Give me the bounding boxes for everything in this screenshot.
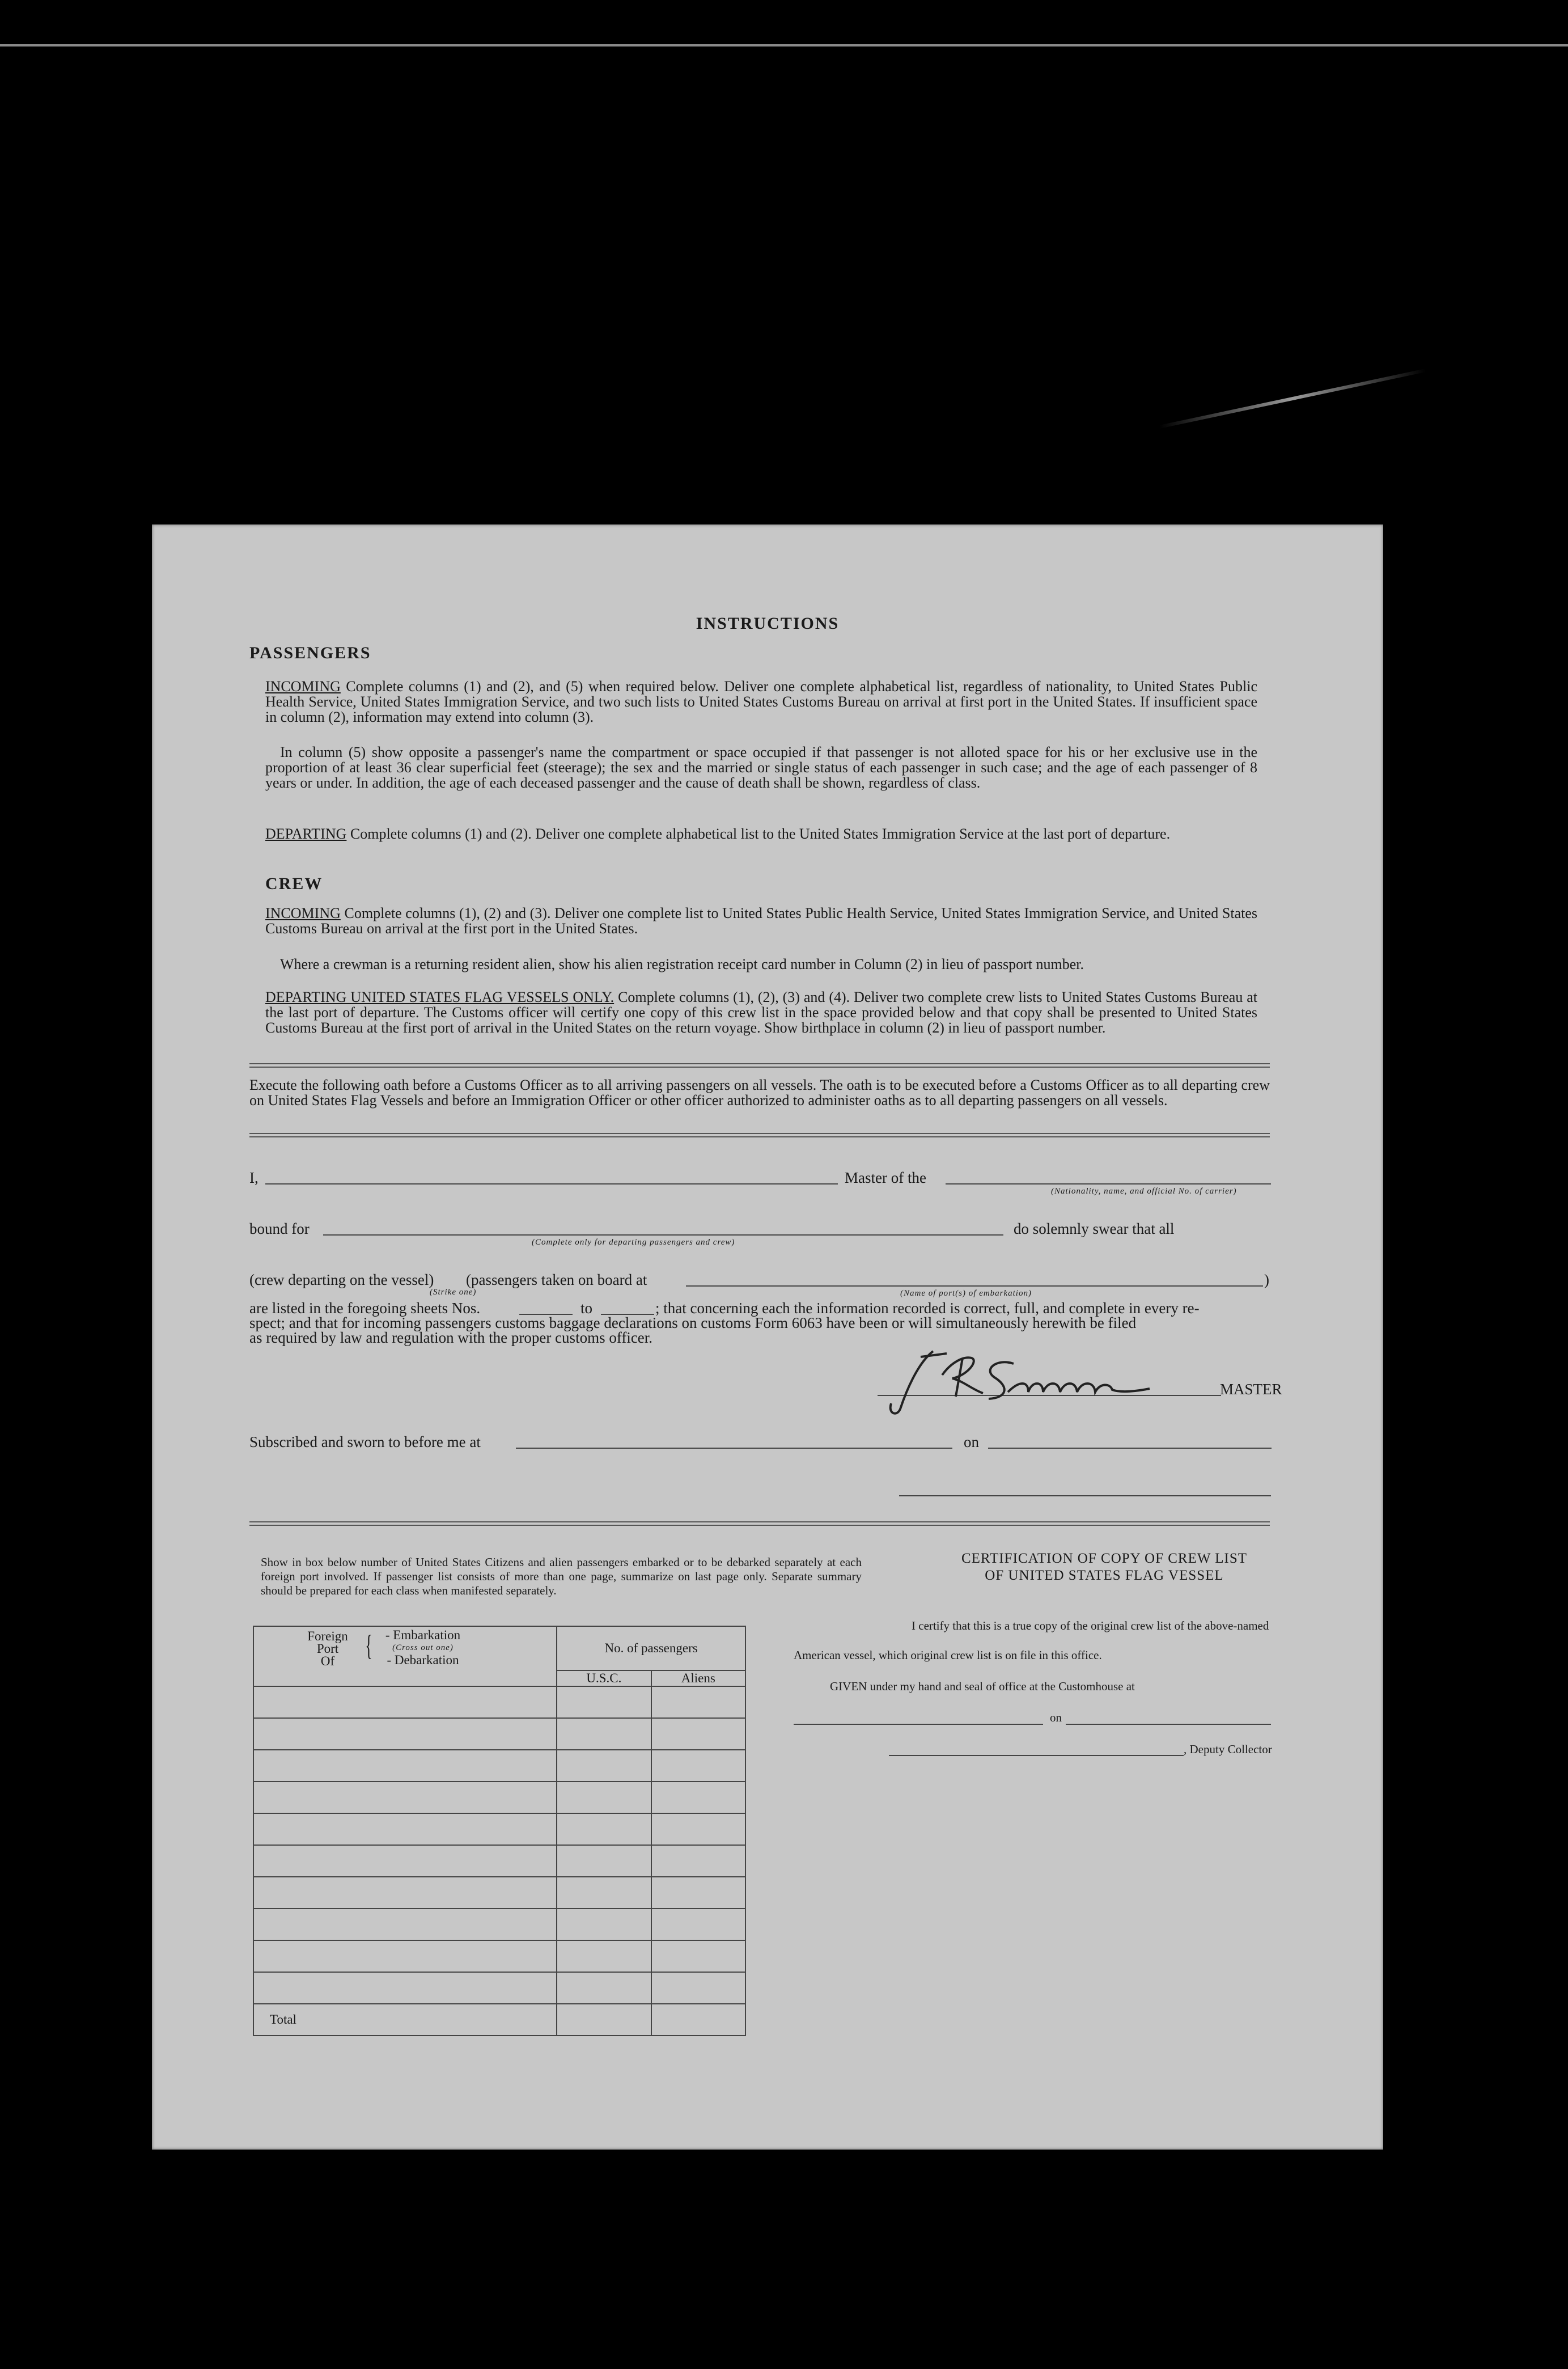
film-scratch — [1159, 369, 1426, 429]
usc-cell[interactable] — [557, 1750, 651, 1782]
usc-cell[interactable] — [557, 1877, 651, 1909]
passengers-taken-option: (passengers taken on board at — [466, 1271, 647, 1288]
cert-date-line[interactable] — [1066, 1724, 1271, 1725]
crew-departing-label: DEPARTING UNITED STATES FLAG VESSELS ONLY. — [265, 989, 615, 1005]
summary-row — [253, 1718, 745, 1750]
customhouse-place-line[interactable] — [794, 1724, 1043, 1725]
deputy-collector-signature-line[interactable] — [889, 1755, 1184, 1756]
aliens-cell[interactable] — [651, 1686, 745, 1718]
passengers-departing-paragraph — [265, 826, 1257, 841]
usc-header: U.S.C. — [557, 1670, 651, 1686]
passengers-incoming-text: Complete columns (1) and (2), and (5) when required below. Deliver one complete alphabetical list, regardless of nationality, to United States Public Health Service, United States Immigration Service, and two such lists to United States Customs Bureau on arrival at first port in the United States. If insufficient space in column (2), information may extend into column (3). — [265, 678, 1258, 725]
usc-cell[interactable] — [557, 1845, 651, 1877]
strike-caption: (Strike one) — [430, 1288, 477, 1297]
foreign-label: Foreign — [307, 1629, 348, 1643]
port-cell[interactable] — [253, 1877, 557, 1909]
certification-title-1: CERTIFICATION OF COPY OF CREW LIST — [961, 1551, 1248, 1566]
aliens-header: Aliens — [651, 1670, 745, 1686]
port-cell[interactable] — [253, 1845, 557, 1877]
aliens-cell[interactable] — [651, 1813, 745, 1845]
debarkation-option[interactable]: - Debarkation — [387, 1653, 459, 1667]
aliens-cell[interactable] — [651, 1782, 745, 1813]
divider — [249, 1063, 1270, 1068]
summary-row — [253, 1845, 745, 1877]
cert-on-label: on — [1050, 1711, 1062, 1724]
embarkation-option[interactable]: - Embarkation — [385, 1628, 461, 1642]
carrier-line[interactable] — [946, 1183, 1271, 1184]
aliens-cell[interactable] — [651, 1845, 745, 1877]
aliens-cell[interactable] — [651, 1940, 745, 1972]
summary-row — [253, 1782, 745, 1813]
given-line: GIVEN under my hand and seal of office at the Customhouse at — [830, 1680, 1135, 1693]
of-label: Of — [320, 1654, 335, 1668]
officer-signature-line[interactable] — [899, 1495, 1271, 1496]
aliens-total-cell[interactable] — [651, 2004, 745, 2036]
deputy-collector-label: , Deputy Collector — [1184, 1742, 1272, 1756]
ports-line[interactable] — [686, 1285, 1263, 1287]
oath-intro: Execute the following oath before a Customs Officer as to all arriving passengers on all vessels. The oath is to be executed before a Customs Officer as to all departing crew on United States Flag Vessels and before an Immigration Officer or other officer authorized to administer oaths as to all departing passengers on all vessels. — [249, 1077, 1270, 1109]
summary-row — [253, 1813, 745, 1845]
handwritten-signature — [883, 1341, 1280, 1418]
port-cell[interactable] — [253, 1813, 557, 1845]
summary-row — [253, 1940, 745, 1972]
summary-row — [253, 1972, 745, 2004]
column5-paragraph: In column (5) show opposite a passenger's name the compartment or space occupied if that passenger is not alloted space for his or her exclusive use in the proportion of at least 36 clear superficial feet (steerage); the sex and the married or single status of each passenger in such case; and the age of each passenger of 8 years or under. In addition, the age of each deceased passenger and the cause of death shall be shown, regardless of class. — [265, 744, 1257, 791]
master-of-label: Master of the — [845, 1169, 926, 1186]
summary-row — [253, 1686, 745, 1718]
close-paren: ) — [1264, 1271, 1269, 1288]
crew-departing-paragraph — [265, 989, 1257, 1035]
bound-for-caption: (Complete only for departing passengers and crew) — [532, 1238, 735, 1247]
sworn-date-line[interactable] — [988, 1448, 1272, 1449]
crewman-paragraph: Where a crewman is a returning resident alien, show his alien registration receipt card number in Column (2) in lieu of passport number. — [280, 956, 1084, 972]
certification-title-2: OF UNITED STATES FLAG VESSEL — [985, 1568, 1224, 1583]
usc-cell[interactable] — [557, 1813, 651, 1845]
certify-line-1: I certify that this is a true copy of the original crew list of the above-named — [912, 1619, 1269, 1632]
crew-incoming-paragraph — [265, 906, 1257, 936]
instructions-title: INSTRUCTIONS — [696, 614, 840, 633]
usc-cell[interactable] — [557, 1718, 651, 1750]
passengers-incoming-label: INCOMING — [265, 678, 341, 695]
usc-cell[interactable] — [557, 1686, 651, 1718]
summary-row — [253, 1877, 745, 1909]
divider — [249, 1133, 1270, 1137]
total-label: Total — [253, 2004, 557, 2036]
left-brace: { — [365, 1630, 372, 1662]
aliens-cell[interactable] — [651, 1909, 745, 1940]
passengers-departing-label: DEPARTING — [265, 826, 347, 842]
subscribed-label: Subscribed and sworn to before me at — [249, 1433, 481, 1450]
summary-total-row — [253, 2004, 745, 2036]
port-label: Port — [316, 1642, 339, 1656]
divider — [249, 1521, 1270, 1526]
passengers-heading: PASSENGERS — [249, 644, 371, 662]
aliens-cell[interactable] — [651, 1877, 745, 1909]
summary-instructions: Show in box below number of United States Citizens and alien passengers embarked or to be debarked separately at each foreign port involved. If passenger list consists of more than one page, summarize on last page only. Separate summary should be prepared for each class when manifested separately. — [261, 1555, 862, 1597]
crew-departing-option: (crew departing on the vessel) — [249, 1271, 434, 1288]
usc-cell[interactable] — [557, 1782, 651, 1813]
usc-cell[interactable] — [557, 1909, 651, 1940]
foreign-port-of — [299, 1630, 356, 1668]
passenger-summary-table — [253, 1626, 746, 2036]
form-page — [152, 524, 1383, 2150]
port-cell[interactable] — [253, 1782, 557, 1813]
port-header-cell — [253, 1626, 557, 1686]
aliens-cell[interactable] — [651, 1718, 745, 1750]
summary-row — [253, 1909, 745, 1940]
port-cell[interactable] — [253, 1909, 557, 1940]
aliens-cell[interactable] — [651, 1750, 745, 1782]
ports-caption: (Name of port(s) of embarkation) — [900, 1289, 1032, 1298]
crew-incoming-text: Complete columns (1), (2) and (3). Deliver one complete list to United States Public Health Service, United States Immigration Service, and United States Customs Bureau on arrival at the first port in the United States. — [265, 905, 1258, 937]
port-cell[interactable] — [253, 1750, 557, 1782]
film-edge — [0, 44, 1568, 46]
passengers-departing-text: Complete columns (1) and (2). Deliver one complete alphabetical list to the United States Immigration Service at the last port of departure. — [350, 826, 1171, 842]
summary-row — [253, 1750, 745, 1782]
listed-text-2: ; that concerning each the information recorded is correct, full, and complete in every re- — [655, 1300, 1200, 1317]
summary-header-row — [253, 1626, 745, 1670]
master-label: MASTER — [1220, 1381, 1282, 1398]
bound-for-line[interactable] — [323, 1234, 1003, 1236]
carrier-caption: (Nationality, name, and official No. of carrier) — [1051, 1187, 1237, 1196]
bound-for-label: bound for — [249, 1220, 310, 1237]
port-cell[interactable] — [253, 1686, 557, 1718]
certify-line-2: American vessel, which original crew list is on file in this office. — [794, 1648, 1102, 1662]
crew-heading: CREW — [265, 874, 323, 893]
usc-cell[interactable] — [557, 1940, 651, 1972]
to-label: to — [580, 1300, 593, 1317]
listed-text-4: as required by law and regulation with the proper customs officer. — [249, 1329, 653, 1346]
crew-incoming-label: INCOMING — [265, 905, 341, 921]
no-passengers-header: No. of passengers — [557, 1626, 745, 1670]
sworn-on-label: on — [964, 1433, 979, 1450]
listed-text-1: are listed in the foregoing sheets Nos. — [249, 1300, 481, 1317]
embark-debark-choices — [383, 1629, 463, 1666]
sworn-place-line[interactable] — [516, 1448, 952, 1449]
port-cell[interactable] — [253, 1718, 557, 1750]
usc-cell[interactable] — [557, 1972, 651, 2004]
port-cell[interactable] — [253, 1972, 557, 2004]
listed-text-3: spect; and that for incoming passengers customs baggage declarations on customs Form 6063 have been or will simultaneously herewith be filed — [249, 1314, 1137, 1331]
crew-departing-text: Complete columns (1), (2), (3) and (4). Deliver two complete crew lists to United States Customs Bureau at the last port of departure. The Customs officer will certify one copy of this crew list in the space provided below and that copy shall be presented to United States Customs Bureau at the first port of arrival in the United States on the return voyage. Show birthplace in column (2) in lieu of passport number. — [265, 989, 1258, 1036]
port-cell[interactable] — [253, 1940, 557, 1972]
master-name-line[interactable] — [265, 1183, 838, 1184]
aliens-cell[interactable] — [651, 1972, 745, 2004]
swear-label: do solemnly swear that all — [1014, 1220, 1175, 1237]
oath-i-label: I, — [249, 1169, 258, 1186]
cross-out-caption: (Cross out one) — [392, 1643, 454, 1652]
usc-total-cell[interactable] — [557, 2004, 651, 2036]
passengers-incoming-paragraph — [265, 679, 1257, 725]
